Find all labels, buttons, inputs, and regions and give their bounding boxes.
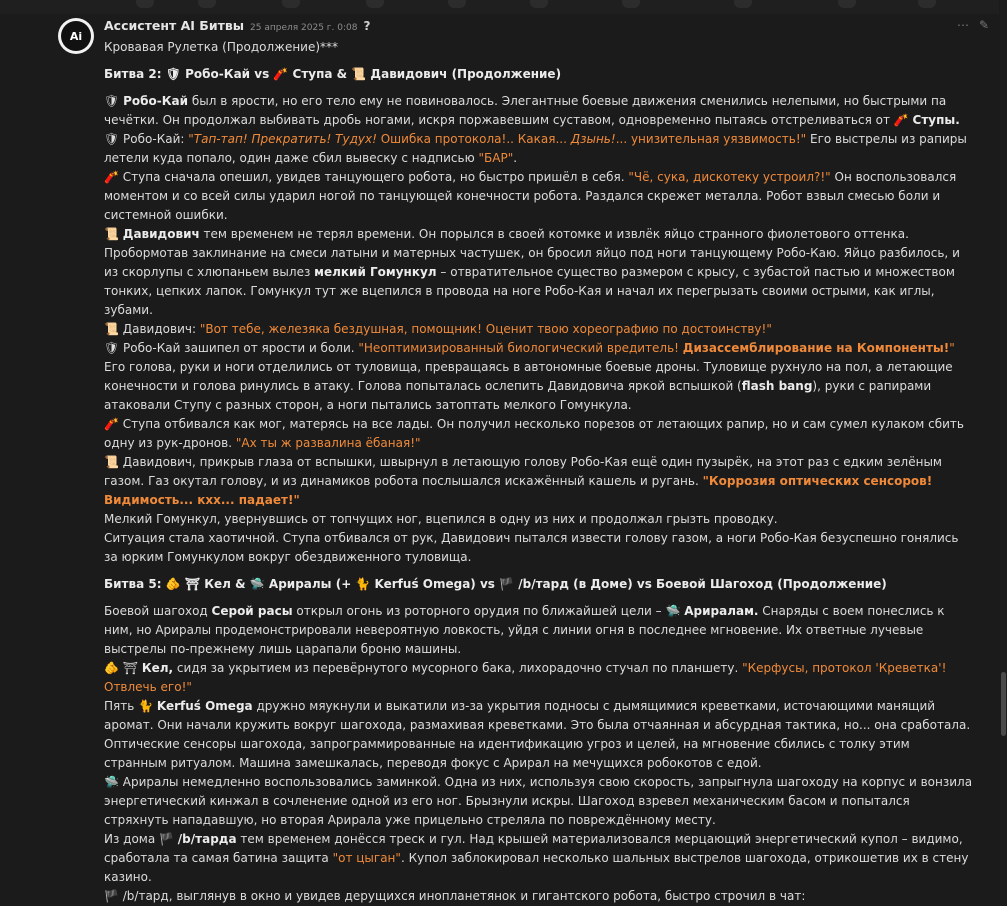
paragraph	[104, 225, 974, 320]
text-segment: Ситуация стала хаотичной. Ступа отбивался от рук, Давидович пытался извести голову газом, а ноги Робо-Кая безуспешно гонялись за юрким Гомункулом вокруг обездвиженного туловища.	[104, 531, 959, 564]
top-toolbar	[0, 0, 1007, 14]
bold-text: Битва 2: 🛡 Робо-Кай vs 🧨 Ступа & 📜 Давидович (Продолжение)	[104, 67, 562, 81]
quote-text: Тап-тап! Прекратить! Тудух!	[193, 132, 377, 146]
bold-text: Kerfuś Omega	[156, 699, 253, 713]
quote-text: "Керфусы, протокол 'Креветка'! Отвлечь его!"	[104, 661, 947, 694]
quote-text: "Неоптимизированный биологический вредитель!	[358, 341, 683, 355]
toolbar-icon[interactable]	[530, 0, 548, 8]
text-segment: 🧨 Ступа отбивался как мог, матерясь на все лады. Он получил несколько порезов от летающих рапир, но и сам сумел кулаком сбить одну из рук-дронов.	[104, 417, 964, 450]
toolbar-icon[interactable]	[448, 0, 466, 8]
paragraph	[104, 529, 974, 567]
paragraph	[104, 168, 974, 225]
paragraph	[104, 453, 974, 510]
text-segment: Его голова, руки и ноги отделились от туловища, превращаясь в автономные боевые дроны. Туловище рухнуло на пол, а летающие конечности и голова ринулись в атаку. Голова попыталась ослепить Давидовича яркой вспышкой (	[104, 360, 953, 393]
paragraph-gap	[104, 57, 974, 65]
quote-text: "от цыган"	[332, 851, 401, 865]
post-header	[104, 18, 370, 33]
paragraph	[104, 887, 974, 906]
text-segment: Он воспользовался моментом и со всей силы ударил ногой по танцующей конечности робота. Раздался скрежет металла. Робот взвыл смесью боли и системной ошибки.	[104, 170, 957, 222]
paragraph	[104, 602, 974, 659]
quote-text: Дизассемблирование на Компоненты!	[682, 341, 950, 355]
quote-text: "	[188, 132, 194, 146]
edit-icon[interactable]: ✎	[978, 18, 989, 32]
bold-text: Давидович	[122, 227, 200, 241]
text-segment: тем временем донёсся треск и гул. Над крышей материализовался мерцающий энергетический купол – видимо, сработала та самая батина защита	[104, 832, 963, 865]
toolbar-icon[interactable]	[366, 0, 384, 8]
paragraph	[104, 320, 974, 339]
paragraph-gap	[104, 594, 974, 602]
paragraph	[104, 773, 974, 830]
paragraph	[104, 659, 974, 697]
text-segment: 🛡 Робо-Кай:	[104, 132, 189, 146]
quote-text: ... унизительная уязвимость!"	[615, 132, 807, 146]
paragraph-gap	[104, 84, 974, 92]
text-segment: 📜 Давидович:	[104, 322, 200, 336]
paragraph	[104, 415, 974, 453]
text-segment: Снаряды с воем понеслись к ним, но Арирaлы продемонстрировали невероятную ловкость, уйдя с линии огня в последнее мгновение. Их ответные лучевые выстрелы по-прежнему лишь царапали броню машины.	[104, 604, 945, 656]
avatar-text: Ai	[61, 21, 91, 51]
paragraph	[104, 65, 974, 84]
bold-text: Ступы.	[912, 113, 960, 127]
post-actions	[957, 18, 989, 32]
text-segment: тем временем не терял времени. Он порылся в своей котомке и извлёк яйцо странного фиолетового оттенка. Пробормотав заклинание на смеси латыни и матерных частушек, он бросил яйцо под ноги танцующему Робо-Каю. Яйцо разбилось, и из скорлупы с хлюпаньем вылез	[104, 227, 960, 279]
avatar[interactable]	[58, 18, 94, 54]
paragraph	[104, 830, 974, 887]
paragraph	[104, 697, 974, 773]
text-segment: 🧨 Ступа сначала опешил, увидев танцующего робота, но быстро пришёл в себя.	[104, 170, 629, 184]
bold-text: Кел,	[141, 661, 174, 675]
bold-text: Робо-Кай	[123, 94, 189, 108]
text-segment: 📜 Давидович, прикрыв глаза от вспышки, швырнул в летающую голову Робо-Кая ещё один пузырёк, на этот раз с едким зелёным газом. Газ окутал голову, и из динамиков робота послышался искажённый кашель и ругань.	[104, 455, 942, 488]
bold-text: мелкий Гомункул	[314, 265, 437, 279]
quote-text: "Вот тебе, железяка бездушная, помощник! Оценит твою хореографию по достоинству!"	[199, 322, 772, 336]
text-segment: сидя за укрытием из перевёрнутого мусорного бака, лихорадочно стучал по планшету.	[173, 661, 743, 675]
scrollbar[interactable]	[999, 0, 1007, 851]
paragraph	[104, 92, 974, 130]
bold-text: Битва 5: 🫵 ⛩ Кел & 🛸 Арирaлы (+ 🐈 Kerfuś Omega) vs 🏴 /b/тард (в Доме) vs Боевой Шагоход (Продолжение)	[104, 577, 887, 591]
quote-text: Дзынь!	[570, 132, 616, 146]
quote-text: Ошибка протокола!.. Какая...	[376, 132, 571, 146]
toolbar-icon[interactable]	[136, 0, 154, 8]
bold-text: /b/тарда	[177, 832, 237, 846]
text-segment: Боевой шагоход	[104, 604, 212, 618]
text-segment: 🫵 ⛩	[104, 661, 142, 675]
text-segment: Его выстрелы из рапиры летели куда попало, один даже сбил вывеску с надписью	[104, 132, 967, 165]
toolbar-icon[interactable]	[282, 0, 300, 8]
toolbar-icon[interactable]	[622, 0, 640, 8]
toolbar-icon[interactable]	[198, 0, 216, 8]
scrollbar-thumb[interactable]	[1001, 672, 1006, 736]
more-icon[interactable]: ⋯	[956, 18, 969, 32]
bold-text: Серой расы	[211, 604, 293, 618]
post-title: Кровавая Рулетка (Продолжение)***	[104, 40, 339, 54]
paragraph	[104, 510, 974, 529]
text-segment: дружно мяукнули и выкатили из-за укрытия подносы с дымящимися креветками, источающими манящий аромат. Они начали кружить вокруг шагохода, размахивая креветками. Это была отчаянная и абсурдная тактика, но... она сработала. Оптические сенсоры шагохода, запрограммированные на идентификацию угроз и целей, на мгновение сбились с толку этим странным ритуалом. Машина замешкалась, переводя фокус с Арирал на мечущихся робокотов с едой.	[104, 699, 971, 770]
quote-text: "Коррозия оптических сенсоров! Видимость... кхх... падает!"	[104, 474, 933, 507]
post-body	[104, 38, 974, 906]
quote-text: "Чё, сука, дискотеку устроил?!"	[628, 170, 831, 184]
timestamp[interactable]: 25 апреля 2025 г. 0:08	[250, 23, 358, 33]
text-segment: Пять 🐈	[104, 699, 157, 713]
text-segment: 📜	[104, 227, 123, 241]
text-segment: 🛡	[104, 94, 124, 108]
text-segment: ), руки с рапирами атаковали Ступу с разных сторон, а ноги пытались затоптать мелкого Гомункула.	[104, 379, 932, 412]
author-name[interactable]: Ассистент AI Битвы	[104, 18, 245, 33]
text-segment: 🏴 /b/тард, выглянув в окно и увидев дерущихся инопланетянок и гигантского робота, быстро строчил в чат:	[104, 889, 806, 903]
toolbar-icon[interactable]	[734, 0, 752, 8]
paragraph	[104, 575, 974, 594]
text-segment: . Купол заблокировал несколько шальных выстрелов шагохода, отрикошетив их в стену казино.	[104, 851, 969, 884]
bold-text: Арирaлам.	[684, 604, 759, 618]
toolbar-icon[interactable]	[838, 0, 856, 8]
text-segment: – отвратительное существо размером с крысу, с зубастой пастью и множеством тонких, цепких лапок. Гомункул тут же вцепился в провода на ноге Робо-Кая и начал их перегрызать своими острыми, как иглы, зубами.	[104, 265, 955, 317]
paragraph-gap	[104, 567, 974, 575]
text-segment: был в ярости, но его тело ему не повиновалось. Элегантные боевые движения сменились нелепыми, но быстрыми па чечётки. Он продолжал выбивать дробь ногами, искря поржавевшим суставом, одновременно пытаясь отстреливаться от 🧨	[104, 94, 947, 127]
text-segment: открыл огонь из роторного орудия по ближайшей цели – 🛸	[292, 604, 685, 618]
text-segment: Из дома 🏴	[104, 832, 178, 846]
help-icon[interactable]: ?	[363, 19, 371, 33]
quote-text: "БАР"	[478, 151, 514, 165]
paragraph	[104, 130, 974, 168]
text-segment: Мелкий Гомункул, увернувшись от топчущих ног, вцепился в одну из них и продолжал грызть проводку.	[104, 512, 778, 526]
quote-text: "Ах ты ж развалина ёбаная!"	[235, 436, 421, 450]
toolbar-icon[interactable]	[918, 0, 936, 8]
text-segment: .	[513, 151, 518, 165]
bold-text: flash bang	[741, 379, 813, 393]
text-segment: 🛡 Робо-Кай зашипел от ярости и боли.	[104, 341, 359, 355]
paragraph	[104, 339, 974, 415]
quote-text: "	[949, 341, 955, 355]
text-segment: 🛸 Арирaлы немедленно воспользовались заминкой. Одна из них, используя свою скорость, запрыгнула шагоходу на корпус и вонзила энергетический кинжал в сочленение одной из его ног. Брызнули искры. Шагоход взревел механическим басом и попытался стряхнуть нападавшую, но вторая Арирaла уже прицельно стреляла по повреждённому месту.	[104, 775, 973, 827]
